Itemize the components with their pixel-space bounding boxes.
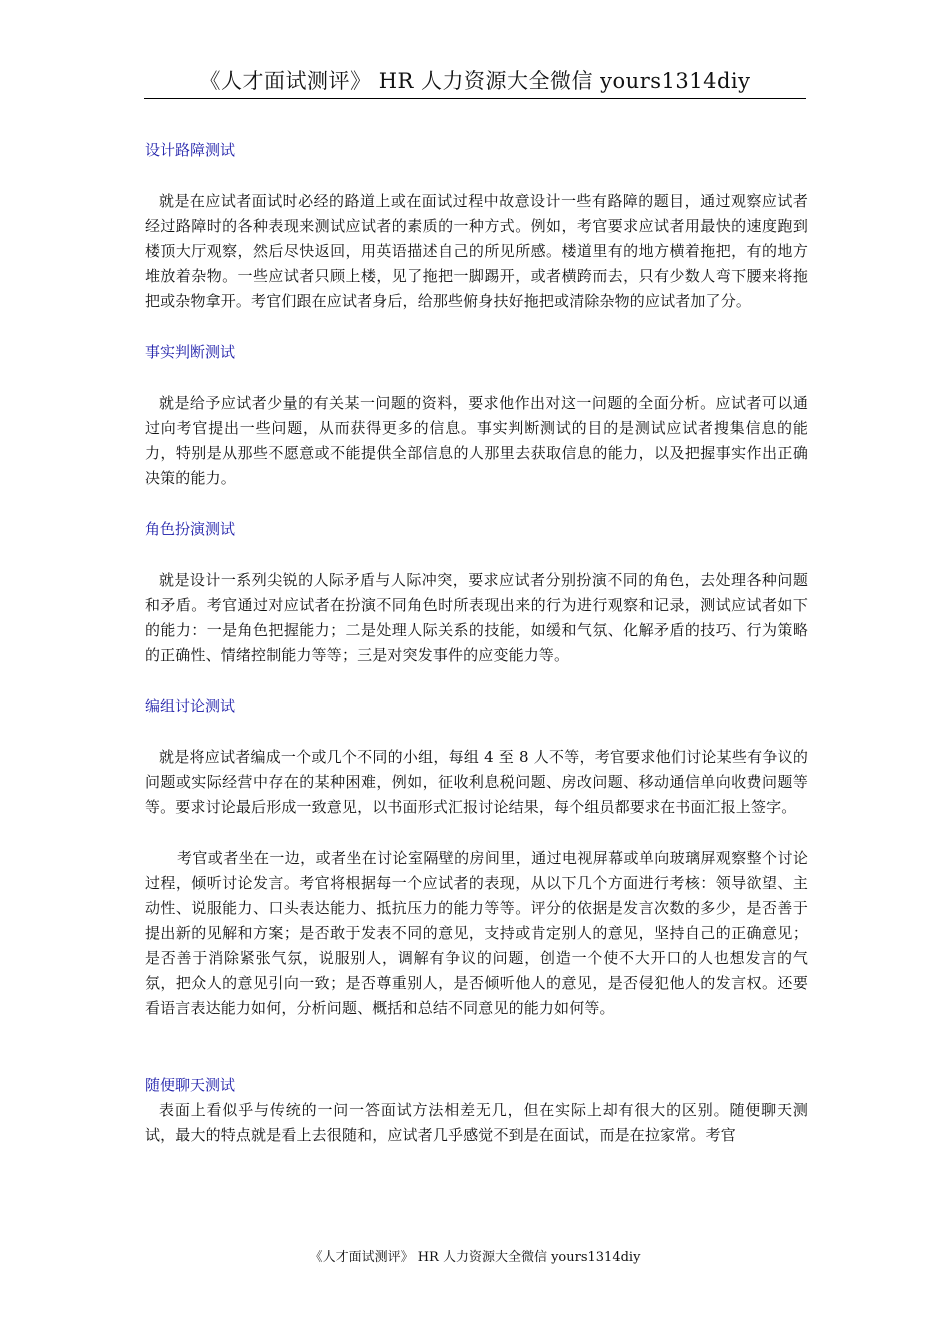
section-paragraph: 考官或者坐在一边，或者坐在讨论室隔壁的房间里，通过电视屏幕或单向玻璃屏观察整个讨论过程，倾听讨论发言。考官将根据每一个应试者的表现，从以下几个方面进行考核：领导欲望、主动性、说服能力、口头表达能力、抵抗压力的能力等等。评分的依据是发言次数的多少，是否善于提出新的见解和方案；是否敢于发表不同的意见，支持或肯定别人的意见，坚持自己的正确意见；是否善于消除紧张气氛，说服别人，调解有争议的问题，创造一个使不大开口的人也想发言的气氛，把众人的意见引向一致；是否尊重别人，是否倾听他人的意见，是否侵犯他人的发言权。还要看语言表达能力如何，分析问题、概括和总结不同意见的能力如何等。 <box>145 849 808 1017</box>
section-heading-fact-judgment-test: 事实判断测试 <box>145 343 236 361</box>
section-paragraph: 就是设计一系列尖锐的人际矛盾与人际冲突，要求应试者分别扮演不同的角色，去处理各种问题和矛盾。考官通过对应试者在扮演不同角色时所表现出来的行为进行观察和记录，测试应试者如下的能力：一是角色把握能力；二是处理人际关系的技能，如缓和气氛、化解矛盾的技巧、行为策略的正确性、情绪控制能力等等；三是对突发事件的应变能力等。 <box>145 571 808 664</box>
section-heading-casual-chat-test: 随便聊天测试 <box>145 1076 236 1094</box>
section-paragraph: 就是在应试者面试时必经的路道上或在面试过程中故意设计一些有路障的题目，通过观察应试者经过路障时的各种表现来测试应试者的素质的一种方式。例如，考官要求应试者用最快的速度跑到楼顶大厅观察，然后尽快返回，用英语描述自己的所见所感。楼道里有的地方横着拖把，有的地方堆放着杂物。一些应试者只顾上楼，见了拖把一脚踢开，或者横跨而去，只有少数人弯下腰来将拖把或杂物拿开。考官们跟在应试者身后，给那些俯身扶好拖把或清除杂物的应试者加了分。 <box>145 192 808 310</box>
document-body <box>145 138 808 1148</box>
page-footer: 《人才面试测评》 HR 人力资源大全微信 yours1314diy <box>309 1250 641 1265</box>
section-paragraph: 就是将应试者编成一个或几个不同的小组，每组 4 至 8 人不等，考官要求他们讨论某些有争议的问题或实际经营中存在的某种困难，例如，征收利息税问题、房改问题、移动通信单向收费问题等等。要求讨论最后形成一致意见，以书面形式汇报讨论结果，每个组员都要求在书面汇报上签字。 <box>145 748 808 816</box>
page-header-title: 《人才面试测评》 HR 人力资源大全微信 yours1314diy <box>199 69 751 93</box>
section-heading-role-play-test: 角色扮演测试 <box>145 520 236 538</box>
section-paragraph: 表面上看似乎与传统的一问一答面试方法相差无几，但在实际上却有很大的区别。随便聊天测试，最大的特点就是看上去很随和，应试者几乎感觉不到是在面试，而是在拉家常。考官 <box>145 1101 808 1144</box>
section-heading-group-discussion-test: 编组讨论测试 <box>145 697 236 715</box>
header-divider <box>144 98 806 99</box>
section-paragraph: 就是给予应试者少量的有关某一问题的资料，要求他作出对这一问题的全面分析。应试者可以通过向考官提出一些问题，从而获得更多的信息。事实判断测试的目的是测试应试者搜集信息的能力，特别是从那些不愿意或不能提供全部信息的人那里去获取信息的能力，以及把握事实作出正确决策的能力。 <box>145 394 808 487</box>
section-heading-roadblock-test: 设计路障测试 <box>145 141 236 159</box>
